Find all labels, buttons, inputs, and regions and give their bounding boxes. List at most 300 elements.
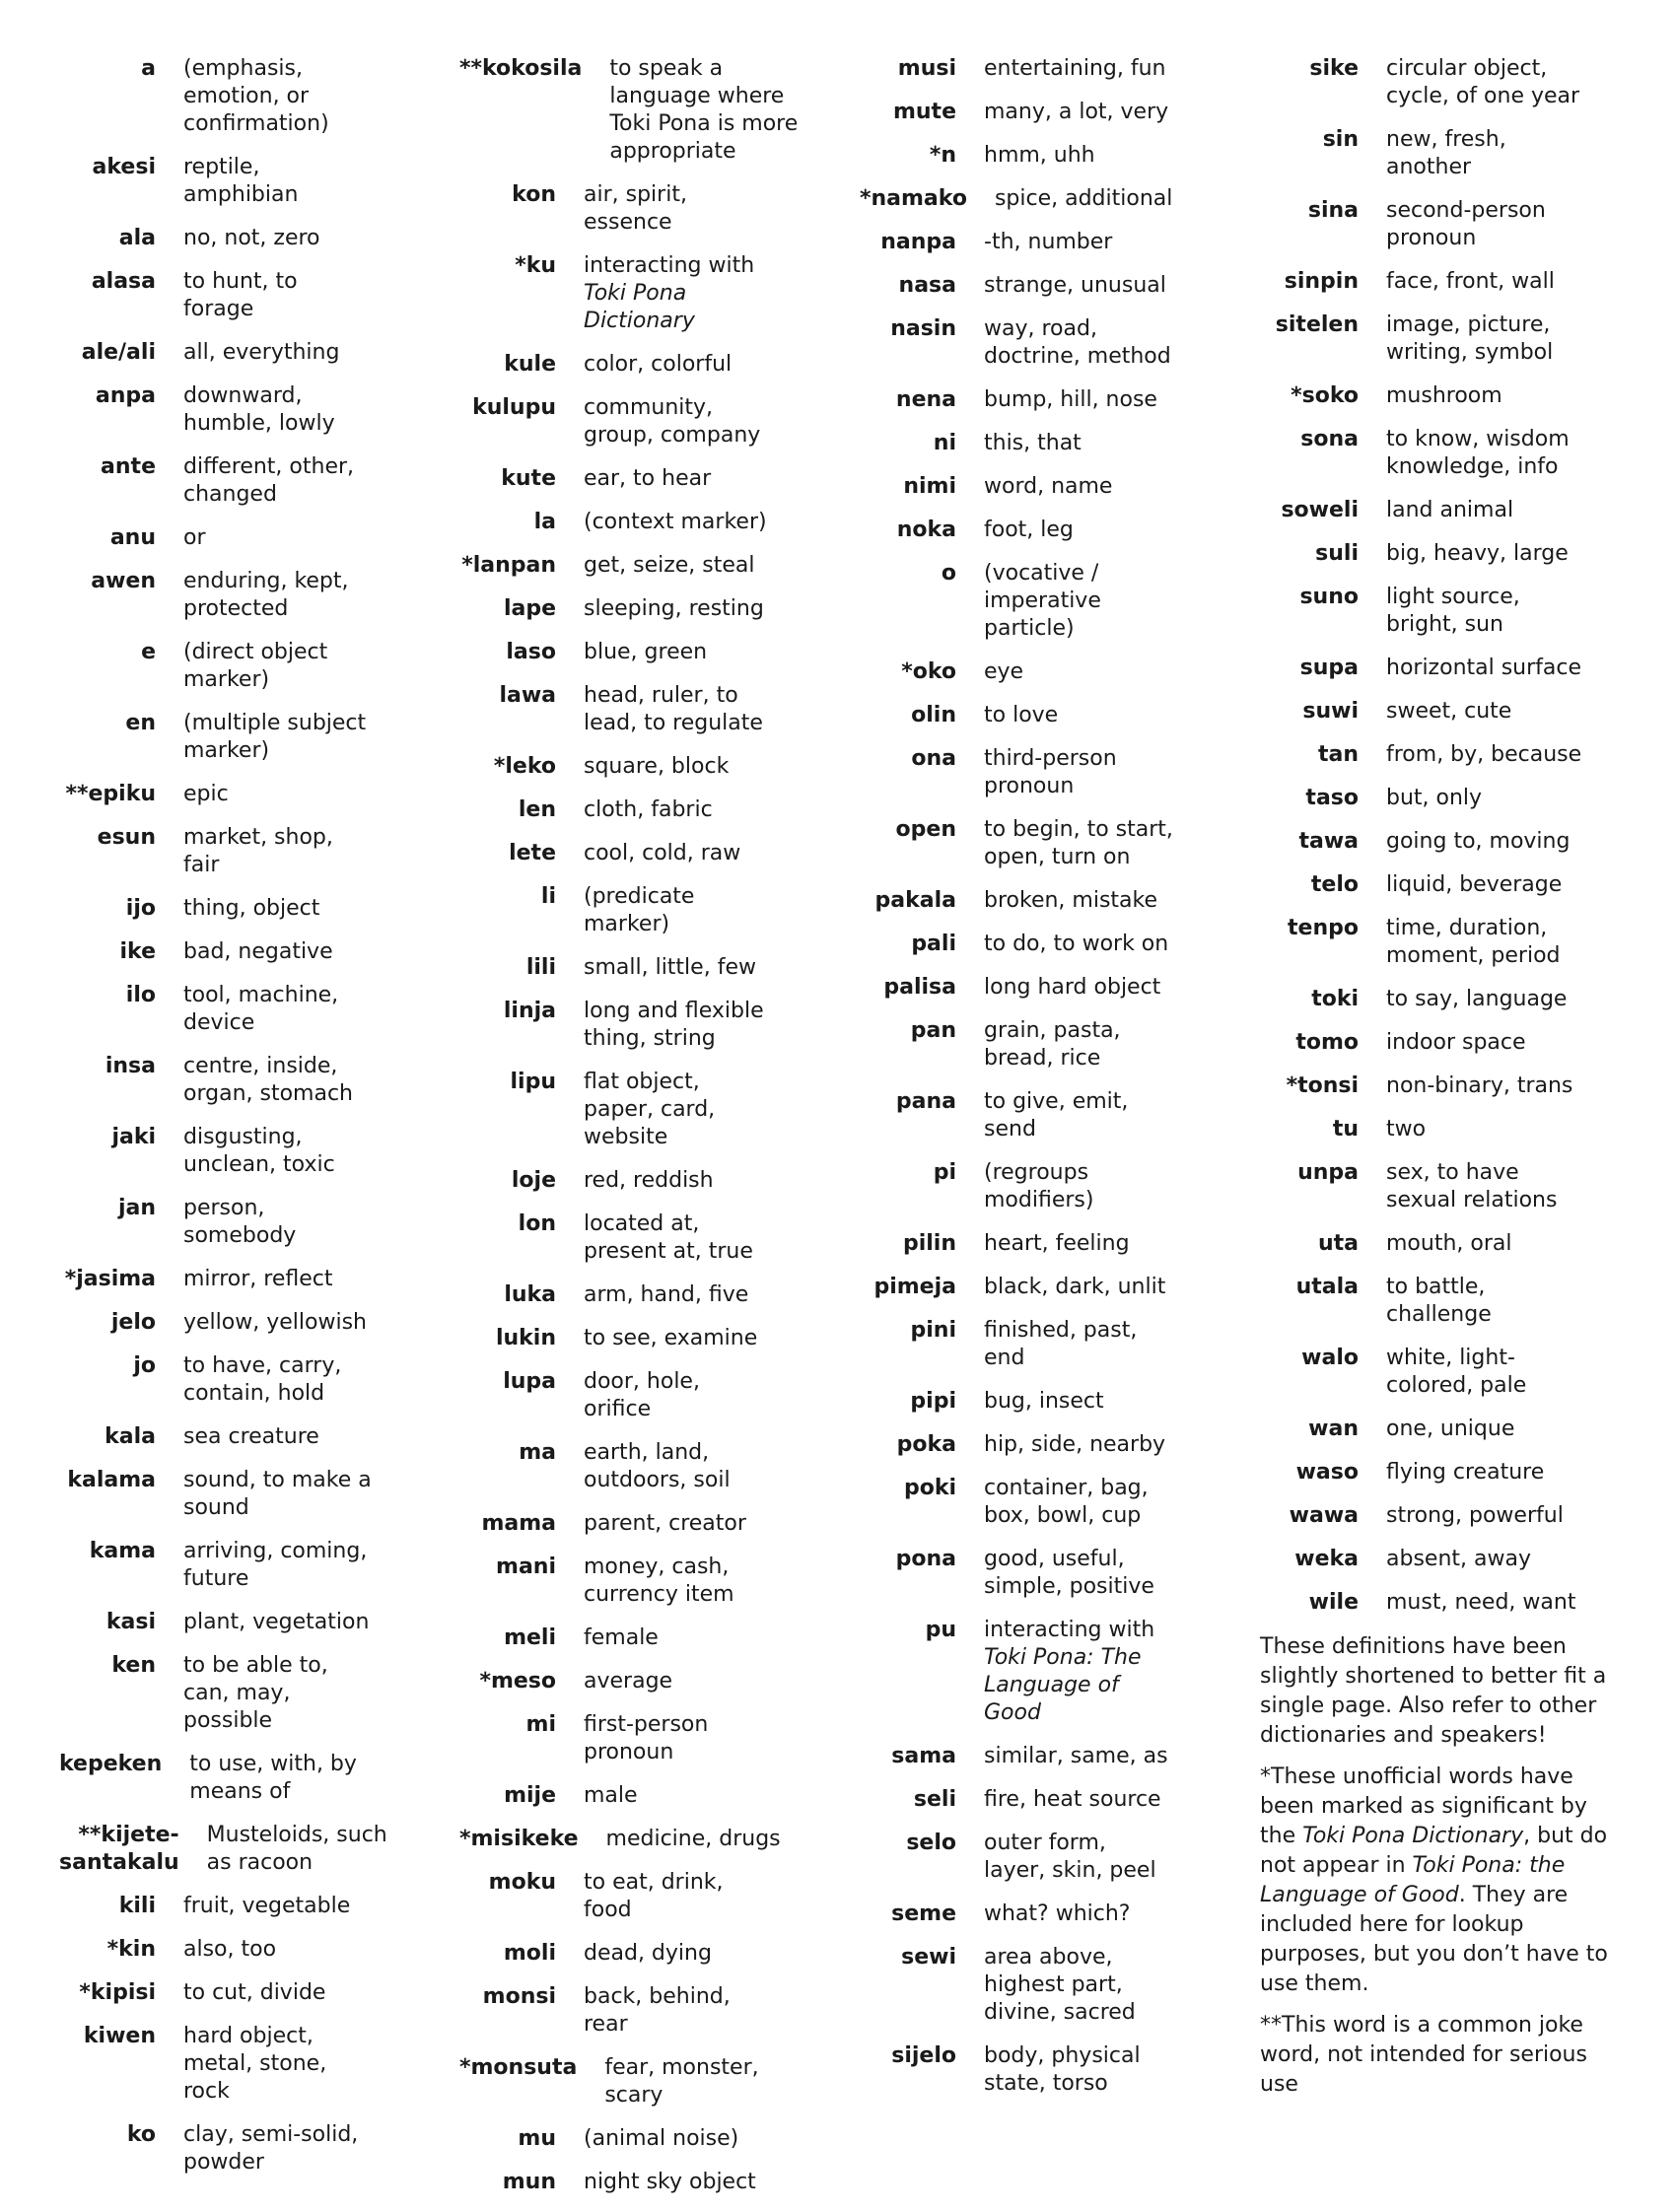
dictionary-entry [860,1088,1205,1143]
entry-definition [584,1069,773,1151]
entry-word: meli [504,1625,556,1650]
entry-definition [183,154,373,209]
entry-definition [1386,1345,1595,1400]
dictionary-column-4 [1260,55,1635,2111]
definition-text: back, behind, rear [584,1984,731,2037]
dictionary-entry [459,181,804,237]
definition-text: long hard object [984,975,1161,1000]
entry-word: tawa [1298,829,1359,854]
dictionary-entry [459,796,804,824]
definition-text: land animal [1386,498,1514,522]
dictionary-entry [59,1053,404,1108]
definition-text: horizontal surface [1386,656,1582,680]
entry-word: olin [911,703,956,727]
entry-definition [584,351,773,379]
dictionary-entry [59,339,404,367]
entry-definition [1386,540,1595,568]
definition-text: this, that [984,431,1082,455]
definition-text: sound, to make a sound [183,1468,372,1520]
entry-word: sijelo [891,2043,956,2068]
entry-definition [1386,1459,1595,1486]
dictionary-entry [59,824,404,879]
entry-definition [984,1017,1173,1072]
dictionary-entry [1260,1230,1635,1258]
entry-word: wile [1308,1590,1359,1615]
dictionary-entry [860,1944,1205,2027]
entry-word: poki [903,1476,956,1500]
dictionary-entry [459,840,804,867]
entry-definition [984,229,1173,256]
entry-definition [984,1388,1173,1416]
entry-word: sewi [901,1945,956,1970]
definition-text: two [1386,1117,1427,1141]
definition-text: or [183,525,206,550]
definition-text: sea creature [183,1424,319,1449]
definition-text: (animal noise) [584,2126,739,2151]
entry-definition [984,315,1173,371]
entry-word: mi [525,1712,556,1737]
entry-word: ale/ali [81,340,156,365]
entry-word: monsi [482,1984,556,2009]
dictionary-entry [860,386,1205,414]
dictionary-entry [860,745,1205,800]
entry-word: nasa [898,273,956,298]
definition-text: area above, highest part, divine, sacred [984,1945,1136,2025]
definition-text: to have, carry, contain, hold [183,1353,342,1406]
dictionary-entry [459,1826,804,1853]
definition-text: (direct object marker) [183,640,328,692]
entry-definition [189,1751,379,1806]
dictionary-entry [459,1983,804,2039]
note-joke: **This word is a common joke word, not intended for serious use [1260,2013,1587,2097]
entry-definition [1386,1274,1595,1329]
entry-definition [183,1652,373,1735]
entry-definition [1386,871,1595,899]
entry-definition [183,1195,373,1250]
entry-word: utala [1295,1275,1359,1299]
entry-word: kepeken [59,1752,163,1776]
definition-text: to know, wisdom knowledge, info [1386,427,1570,479]
entry-definition [584,1711,773,1766]
definition-text: to do, to work on [984,932,1169,956]
dictionary-entry [459,1624,804,1652]
dictionary-entry [860,229,1205,256]
entry-definition [183,895,373,923]
entry-word: tu [1332,1117,1359,1141]
dictionary-entry [59,1979,404,2007]
entry-word: e [141,640,156,664]
dictionary-entry [1260,1502,1635,1530]
definition-text: mushroom [1386,383,1502,408]
definition-text: body, physical state, torso [984,2043,1141,2096]
dictionary-column-2 [459,55,804,2212]
dictionary-entry [459,639,804,666]
dictionary-entry [860,99,1205,126]
dictionary-entry [59,895,404,923]
entry-word: *misikeke [459,1827,579,1851]
entry-word: mani [496,1555,556,1579]
entry-definition [183,1423,373,1451]
dictionary-entry [459,465,804,493]
dictionary-entry [1260,1072,1635,1100]
entry-word: mama [481,1511,556,1536]
dictionary-entry [459,1869,804,1924]
entry-definition [183,1538,373,1593]
entry-definition [584,1554,773,1609]
entry-word: kasi [105,1610,156,1634]
definition-text: parent, creator [584,1511,746,1536]
entry-definition [183,524,373,552]
dictionary-entry [59,55,404,138]
entry-definition [584,1869,773,1924]
entry-definition [609,55,799,166]
dictionary-entry [1260,1589,1635,1617]
definition-text: person, somebody [183,1196,297,1248]
entry-definition [1386,1029,1595,1057]
dictionary-entry [1260,584,1635,639]
entry-word: lipu [510,1070,556,1094]
entry-definition [984,1944,1173,2027]
definition-text: heart, feeling [984,1231,1130,1256]
definition-text: downward, humble, lowly [183,383,335,436]
dictionary-entry [459,753,804,781]
entry-word: supa [1299,656,1359,680]
dictionary-entry [459,998,804,1053]
entry-word: walo [1301,1346,1359,1370]
dictionary-entry [860,974,1205,1002]
entry-definition [183,938,373,966]
definition-text: small, little, few [584,955,756,980]
dictionary-entry [459,552,804,580]
definition-text: many, a lot, very [984,100,1169,124]
entry-word: open [895,817,956,842]
dictionary-entry [59,1652,404,1735]
definition-text: clay, semi-solid, powder [183,2122,359,2175]
dictionary-entry [59,568,404,623]
column-4-entries [1260,55,1635,1617]
dictionary-entry [1260,1459,1635,1486]
entry-word: taso [1305,786,1359,810]
entry-word: ni [933,431,956,455]
entry-definition [984,2042,1173,2098]
entry-word: kule [504,352,556,377]
entry-definition [984,1546,1173,1601]
definition-text: to be able to, can, may, possible [183,1653,328,1733]
definition-text: located at, present at, true [584,1211,753,1264]
definition-text: cloth, fabric [584,797,713,822]
entry-word: *n [929,143,956,168]
entry-definition [1386,1546,1595,1573]
entry-definition [584,796,773,824]
entry-definition [984,931,1173,958]
entry-word: **kijete-santakalu [59,1823,179,1875]
definition-text: bug, insect [984,1389,1104,1414]
entry-definition [584,2125,773,2153]
entry-definition [183,2023,373,2106]
entry-definition [1386,382,1595,410]
definition-text: sleeping, resting [584,596,764,621]
entry-word: seme [891,1901,956,1926]
dictionary-entry [59,710,404,765]
dictionary-entry [860,658,1205,686]
dictionary-entry [459,682,804,737]
definition-text: flat object, paper, card, website [584,1070,716,1149]
entry-definition [183,268,373,323]
dictionary-entry [459,2125,804,2153]
dictionary-entry [459,2169,804,2196]
entry-definition [1386,197,1595,252]
definition-text: one, unique [1386,1417,1515,1441]
definition-text: to give, emit, send [984,1089,1129,1141]
entry-definition [183,1124,373,1179]
entry-definition [183,225,373,252]
entry-word: kon [512,182,556,207]
entry-definition [183,1266,373,1293]
dictionary-entry [59,1751,404,1806]
entry-definition [984,1230,1173,1258]
entry-word: ona [911,746,956,771]
entry-definition [584,394,773,449]
entry-word: *oko [901,659,956,684]
entry-word: ken [111,1653,156,1678]
entry-definition [984,55,1173,83]
entry-definition [183,781,373,808]
definition-text: first-person pronoun [584,1712,709,1764]
entry-word: pini [910,1318,956,1343]
definition-text: average [584,1669,673,1694]
definition-text: no, not, zero [183,226,320,250]
dictionary-entry [459,2054,804,2109]
dictionary-entry [1260,785,1635,812]
definition-text: big, heavy, large [1386,541,1569,566]
entry-word: sike [1309,56,1359,81]
entry-word: a [141,56,156,81]
dictionary-entry [459,394,804,449]
entry-word: tan [1317,742,1359,767]
entry-word: kili [118,1894,156,1918]
entry-word: ante [101,454,156,479]
definition-text: thing, object [183,896,320,921]
definition-text: all, everything [183,340,340,365]
entry-word: mu [518,2126,556,2151]
dictionary-entry [59,382,404,438]
dictionary-entry [59,225,404,252]
entry-definition [984,517,1173,544]
entry-word: nasin [890,316,956,341]
entry-word: pali [911,932,956,956]
entry-word: nimi [903,474,956,499]
footnotes [1260,1632,1621,2100]
dictionary-entry [860,1317,1205,1372]
definition-text: market, shop, fair [183,825,333,877]
entry-word: *namako [860,186,967,211]
dictionary-entry [860,1830,1205,1885]
dictionary-entry [59,1195,404,1250]
entry-word: kiwen [83,2024,156,2048]
definition-text: plant, vegetation [183,1610,370,1634]
definition-text: enduring, kept, protected [183,569,349,621]
entry-definition [1386,126,1595,181]
definition-text: head, ruler, to lead, to regulate [584,683,763,735]
definition-text: second-person pronoun [1386,198,1546,250]
entry-definition [984,1317,1173,1372]
entry-word: kulupu [472,395,556,420]
dictionary-entry [459,883,804,938]
entry-word: waso [1295,1460,1359,1485]
definition-text: (predicate marker) [584,884,695,936]
entry-definition [1386,497,1595,524]
dictionary-entry [1260,55,1635,110]
entry-definition [1386,1159,1595,1214]
entry-definition [183,1979,373,2007]
entry-word: alasa [91,269,156,294]
entry-definition [1386,268,1595,296]
dictionary-entry [1260,1116,1635,1143]
entry-definition [984,658,1173,686]
entry-word: seli [913,1787,956,1812]
entry-definition [984,745,1173,800]
definition-text: -th, number [984,230,1113,254]
definition-text: money, cash, currency item [584,1555,734,1607]
entry-definition [183,710,373,765]
entry-word: pimeja [873,1275,956,1299]
definition-text: black, dark, unlit [984,1275,1166,1299]
entry-definition [606,1826,796,1853]
entry-definition [584,639,773,666]
entry-definition [183,1309,373,1337]
entry-definition [584,1368,773,1423]
definition-text: container, bag, box, bowl, cup [984,1476,1149,1528]
entry-word: mun [502,2170,556,2194]
definition-text: interacting with [984,1618,1155,1642]
entry-definition [584,1325,773,1352]
dictionary-entry [860,1274,1205,1301]
definition-text: interacting with [584,253,755,278]
definition-text: entertaining, fun [984,56,1166,81]
entry-definition [584,1210,773,1266]
dictionary-entry [59,268,404,323]
entry-word: *tonsi [1286,1073,1359,1098]
entry-definition [984,142,1173,170]
entry-word: lon [518,1211,556,1236]
entry-word: en [125,711,156,735]
definition-text: non-binary, trans [1386,1073,1573,1098]
entry-definition [984,386,1173,414]
entry-definition [984,1830,1173,1885]
dictionary-entry [1260,540,1635,568]
dictionary-entry [1260,497,1635,524]
note-unofficial: *These unofficial words have been marked as significant by the Toki Pona Dictionary, but do not appear in Toki Pona: the Language of Good. They are included here for lookup purposes, but you don’t have to use them. [1260,1764,1608,1996]
entry-definition [183,1893,373,1920]
entry-word: len [518,797,556,822]
dictionary-entry [59,1352,404,1408]
definition-text: door, hole, orifice [584,1369,700,1421]
entry-definition [984,1475,1173,1530]
entry-word: kama [89,1539,156,1563]
dictionary-entry [59,2023,404,2106]
definition-text: also, too [183,1937,277,1962]
entry-word: suwi [1302,699,1359,724]
entry-word: anu [109,525,156,550]
entry-definition [584,1439,773,1494]
entry-word: sama [891,1744,956,1768]
entry-definition [1386,1230,1595,1258]
dictionary-entry [459,1782,804,1810]
entry-definition [584,509,773,536]
entry-definition [995,185,1184,213]
entry-word: lete [509,841,556,865]
definition-text: hard object, metal, stone, rock [183,2024,327,2104]
definition-text: air, spirit, essence [584,182,687,235]
entry-word: esun [97,825,156,850]
entry-definition [984,560,1173,643]
entry-definition [183,1467,373,1522]
dictionary-entry [459,1554,804,1609]
entry-word: sinpin [1284,269,1359,294]
dictionary-entry [1260,426,1635,481]
definition-text: must, need, want [1386,1590,1576,1615]
definition-text: outer form, layer, skin, peel [984,1831,1156,1883]
dictionary-entry [860,2042,1205,2098]
entry-definition [183,824,373,879]
entry-definition [984,430,1173,457]
entry-definition [584,840,773,867]
entry-word: selo [906,1831,956,1855]
entry-word: pilin [902,1231,956,1256]
definition-text: to use, with, by means of [189,1752,357,1804]
definition-text: third-person pronoun [984,746,1117,798]
entry-word: ilo [125,983,156,1007]
dictionary-entry [860,55,1205,83]
entry-word: wan [1308,1417,1359,1441]
entry-word: ko [126,2122,156,2147]
entry-definition [1386,741,1595,769]
definition-text: to hunt, to forage [183,269,298,321]
dictionary-entry [860,1786,1205,1814]
entry-definition [183,568,373,623]
entry-word: li [540,884,556,909]
entry-word: *soko [1291,383,1359,408]
entry-word: akesi [92,155,156,179]
entry-definition [984,974,1173,1002]
entry-word: pona [895,1547,956,1571]
entry-definition [584,552,773,580]
entry-definition [183,1352,373,1408]
dictionary-entry [860,1017,1205,1072]
dictionary-entry [59,154,404,209]
definition-text: community, group, company [584,395,761,448]
dictionary-entry [1260,1159,1635,1214]
dictionary-entry [459,954,804,982]
definition-text: strong, powerful [1386,1503,1564,1528]
dictionary-entry [59,1538,404,1593]
dictionary-entry [1260,828,1635,856]
entry-word: **epiku [65,782,156,806]
definition-text: to say, language [1386,987,1568,1011]
entry-definition [1386,698,1595,726]
entry-definition [1386,1116,1595,1143]
entry-word: sitelen [1275,312,1359,337]
entry-word: sona [1300,427,1359,451]
entry-word: nanpa [880,230,956,254]
definition-italic-title: Toki Pona: The Language of Good [984,1645,1142,1725]
dictionary-entry [860,931,1205,958]
entry-word: lupa [503,1369,556,1394]
definition-text: bump, hill, nose [984,387,1157,412]
dictionary-entry [1260,382,1635,410]
dictionary-entry [860,1617,1205,1727]
dictionary-entry [59,1936,404,1964]
